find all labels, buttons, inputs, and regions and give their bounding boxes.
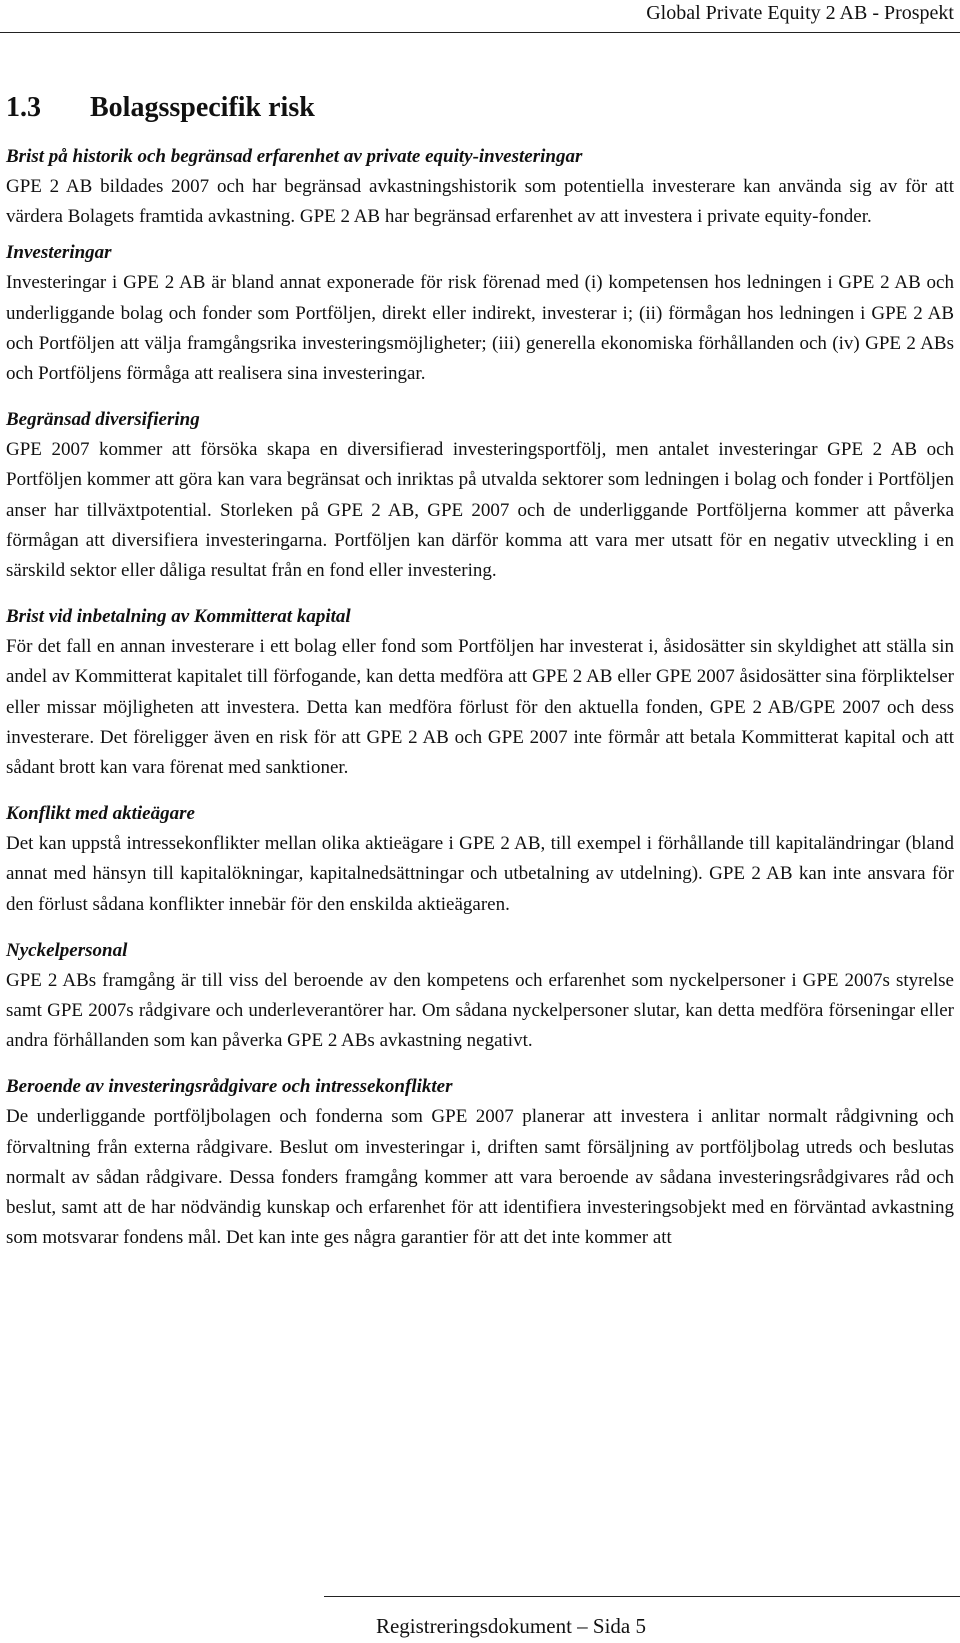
- running-header: Global Private Equity 2 AB - Prospekt: [646, 2, 954, 24]
- paragraph: Investeringar i GPE 2 AB är bland annat exponerade för risk förenad med (i) kompetensen hos ledningen i GPE 2 AB och underliggande bolag och fonder som Portföljen, direkt eller indirekt, investerar i; (ii) förmågan hos ledningen i GPE 2 AB och Portföljen att välja framgångsrika investeringsmöjligheter; (iii) generella ekonomiska förhållanden och (iv) GPE 2 ABs och Portföljens förmåga att realisera sina investeringar.: [6, 272, 954, 385]
- subheading: Brist vid inbetalning av Kommitterat kapital: [6, 606, 351, 628]
- paragraph: GPE 2007 kommer att försöka skapa en diversifierad investeringsportfölj, men antalet investeringar GPE 2 AB och Portföljen kommer att göra kan vara begränsat och inriktas på utvalda sektorer som ledningen i bolag och fonder i Portföljen anser har tillväxtpotential. Storleken på GPE 2 AB, GPE 2007 och de underliggande Portföljerna kommer att påverka förmågan att diversifiera investeringarna. Portföljen kan därför komma att vara mer utsatt för en negativ utveckling i en särskild sektor eller dåliga resultat från en fond eller investering.: [6, 439, 954, 582]
- page-footer: [0, 1612, 960, 1640]
- section-number: 1.3: [6, 92, 41, 123]
- paragraph: Det kan uppstå intressekonflikter mellan olika aktieägare i GPE 2 AB, till exempel i förhållande till kapitaländringar (bland annat med hänsyn till kapitalökningar, kapitalnedsättningar och utbetalning av utdelning). GPE 2 AB kan inte ansvara för den förlust sådana konflikter innebär för den enskilda aktieägaren.: [6, 833, 954, 915]
- subheading: Konflikt med aktieägare: [6, 803, 195, 825]
- subheading: Nyckelpersonal: [6, 939, 128, 961]
- subheading: Beroende av investeringsrådgivare och intressekonflikter: [6, 1076, 453, 1098]
- paragraph: De underliggande portföljbolagen och fonderna som GPE 2007 planerar att investera i anlitar normalt rådgivning och förvaltning från externa rådgivare. Beslut om investeringar i, driften samt försäljning av portföljbolag utreds och beslutas normalt av sådan rådgivare. Dessa fonders framgång kommer att vara beroende av sådana investeringsrådgivares råd och beslut, samt att de har nödvändig kunskap och erfarenhet för att identifiera investeringsobjekt med en förväntad avkastning som motsvarar fondens mål. Det kan inte ges några garantier för att det inte kommer att: [6, 1106, 954, 1249]
- paragraph: GPE 2 ABs framgång är till viss del beroende av den kompetens och erfarenhet som nyckelpersoner i GPE 2007s styrelse samt GPE 2007s rådgivare och underleverantörer har. Om sådana nyckelpersoner slutar, kan detta medföra förseningar eller andra förhållanden som kan påverka GPE 2 ABs avkastning negativt.: [6, 969, 954, 1052]
- subheading: Brist på historik och begränsad erfarenhet av private equity-investeringar: [6, 146, 583, 167]
- paragraph: GPE 2 AB bildades 2007 och har begränsad avkastningshistorik som potentiella investerare kan använda sig av för att värdera Bolagets framtida avkastning. GPE 2 AB har begränsad erfarenhet av att investera i private equity-fonder.: [6, 176, 954, 228]
- subheading: Investeringar: [6, 242, 112, 264]
- footer-divider: [324, 1596, 960, 1597]
- footer-label: Registreringsdokument – Sida 5: [375, 1614, 646, 1638]
- section-title-text: Bolagsspecifik risk: [90, 92, 315, 123]
- subheading: Begränsad diversifiering: [6, 409, 200, 431]
- header-divider: [0, 32, 960, 33]
- section-title: [6, 80, 954, 136]
- paragraph: För det fall en annan investerare i ett bolag eller fond som Portföljen har investerat i, åsidosätter sin skyldighet att ställa sin andel av Kommitterat kapitalet till förfogande, kan detta medföra att GPE 2 AB eller GPE 2007 åsidosätter sina förpliktelser eller missar möjligheten att investera. Detta kan medföra förlust för den aktuella fonden, GPE 2 AB/GPE 2007 och dess investerare. Det föreligger även en risk för att GPE 2 AB och GPE 2007 inte förmår att betala Kommitterat kapital och att sådant brott kan vara förenat med sanktioner.: [6, 636, 954, 779]
- page-body: [6, 80, 954, 1269]
